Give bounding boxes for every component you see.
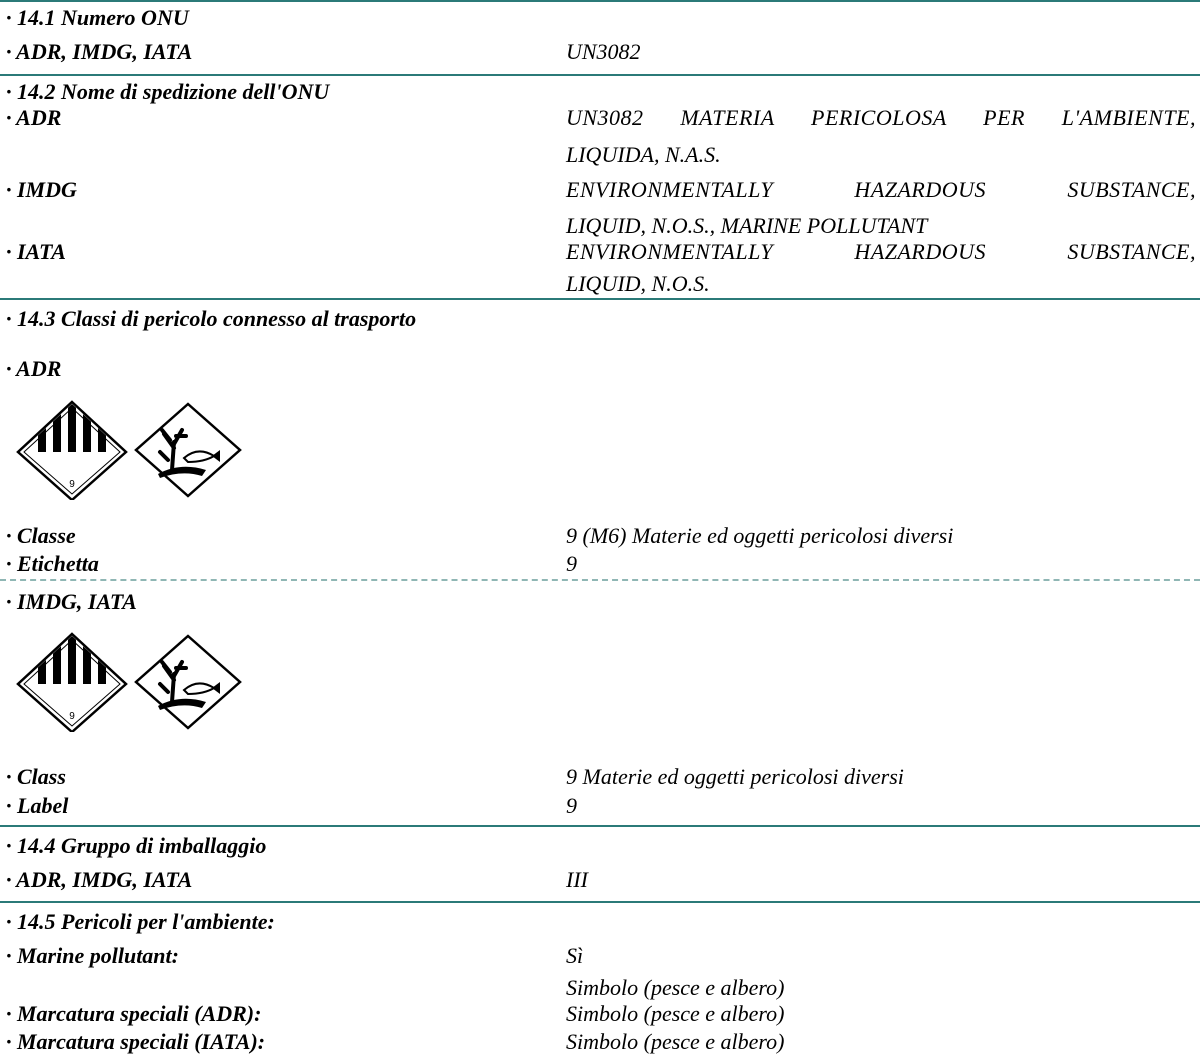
section-divider	[0, 901, 1200, 903]
placard-number: 9	[69, 711, 75, 722]
shipping-name-adr-value-line1: UN3082 MATERIA PERICOLOSA PER L'AMBIENTE,	[566, 105, 1196, 130]
special-marking-iata-value: Simbolo (pesce e albero)	[566, 1029, 785, 1054]
section-divider	[0, 0, 1200, 2]
un-number-label: · ADR, IMDG, IATA	[6, 39, 193, 64]
adr-class-value: 9 (M6) Materie ed oggetti pericolosi diversi	[566, 523, 954, 548]
shipping-name-adr-value-line2: LIQUIDA, N.A.S.	[566, 142, 721, 167]
shipping-name-imdg-value-line2: LIQUID, N.O.S., MARINE POLLUTANT	[566, 213, 928, 238]
packing-group-value: III	[566, 867, 588, 892]
imdg-class-value: 9 Materie ed oggetti pericolosi diversi	[566, 764, 904, 789]
section-14-1-title: · 14.1 Numero ONU	[6, 5, 189, 30]
class-9-placard-icon	[18, 632, 126, 732]
section-14-2-title: · 14.2 Nome di spedizione dell'ONU	[6, 79, 330, 104]
imdg-iata-subheading: · IMDG, IATA	[6, 589, 137, 614]
shipping-name-imdg-label: · IMDG	[6, 177, 77, 202]
adr-subheading: · ADR	[6, 356, 62, 381]
marine-pollutant-symbol: Simbolo (pesce e albero)	[566, 975, 785, 1000]
shipping-name-iata-value-line1: ENVIRONMENTALLY HAZARDOUS SUBSTANCE,	[566, 239, 1196, 264]
class-9-placard-icon	[18, 400, 126, 500]
adr-pictograms	[16, 400, 246, 500]
imdg-label-value: 9	[566, 793, 577, 818]
placard-number: 9	[69, 479, 75, 490]
special-marking-adr-value: Simbolo (pesce e albero)	[566, 1001, 785, 1026]
shipping-name-iata-label: · IATA	[6, 239, 66, 264]
marine-pollutant-value: Sì	[566, 943, 584, 968]
adr-class-label: · Classe	[6, 523, 76, 548]
imdg-class-label: · Class	[6, 764, 66, 789]
shipping-name-iata-value-line2: LIQUID, N.O.S.	[566, 271, 710, 296]
environment-hazard-icon	[136, 404, 240, 496]
adr-label-value: 9	[566, 551, 577, 576]
section-divider	[0, 74, 1200, 76]
section-14-4-title: · 14.4 Gruppo di imballaggio	[6, 833, 267, 858]
special-marking-iata-label: · Marcatura speciali (IATA):	[6, 1029, 266, 1054]
section-divider	[0, 298, 1200, 300]
imdg-label-label: · Label	[6, 793, 69, 818]
shipping-name-adr-label: · ADR	[6, 105, 62, 130]
shipping-name-imdg-value-line1: ENVIRONMENTALLY HAZARDOUS SUBSTANCE,	[566, 177, 1196, 202]
special-marking-adr-label: · Marcatura speciali (ADR):	[6, 1001, 262, 1026]
section-14-3-title: · 14.3 Classi di pericolo connesso al trasporto	[6, 306, 417, 331]
un-number-value: UN3082	[566, 39, 641, 64]
imdg-iata-pictograms	[16, 632, 246, 732]
adr-label-label: · Etichetta	[6, 551, 99, 576]
section-divider	[0, 825, 1200, 827]
packing-group-label: · ADR, IMDG, IATA	[6, 867, 193, 892]
section-14-5-title: · 14.5 Pericoli per l'ambiente:	[6, 909, 275, 934]
environment-hazard-icon	[136, 636, 240, 728]
marine-pollutant-label: · Marine pollutant:	[6, 943, 179, 968]
subsection-divider	[0, 579, 1200, 581]
